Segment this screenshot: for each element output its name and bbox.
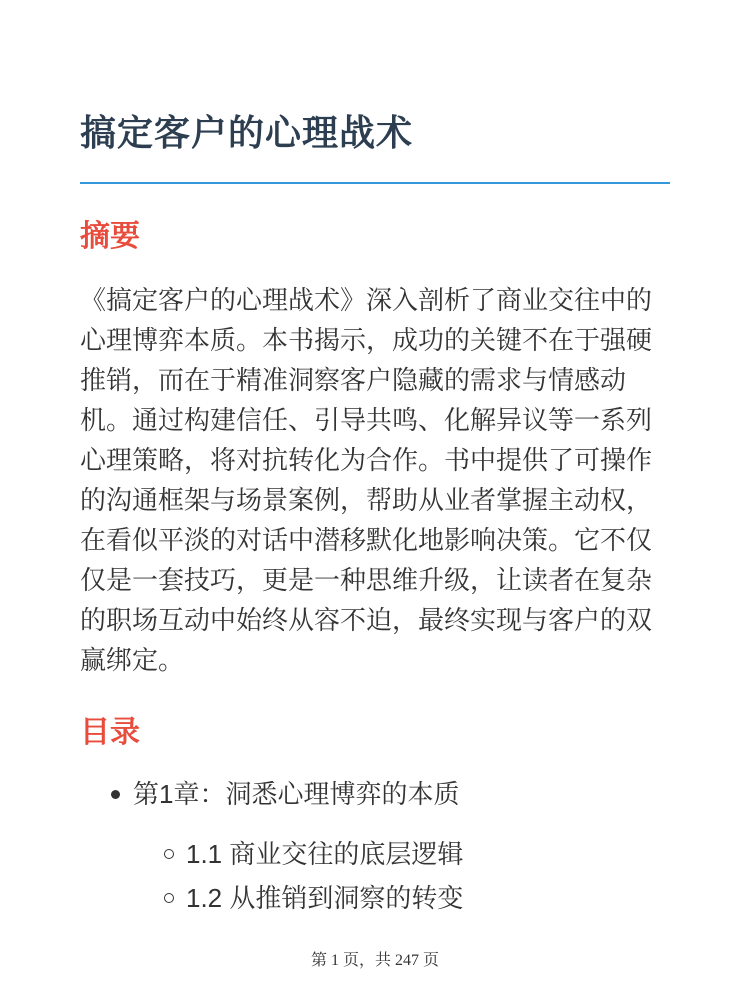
toc-chapter-label: 第1章：洞悉心理博弈的本质 xyxy=(133,779,460,809)
disc-bullet-icon xyxy=(111,774,133,814)
toc-section-label: 1.1 商业交往的底层逻辑 xyxy=(186,839,464,869)
circle-bullet-icon xyxy=(164,878,186,918)
toc-section-group xyxy=(80,834,670,918)
toc-chapter-item xyxy=(80,774,670,814)
toc-section-item xyxy=(80,878,670,918)
toc-list xyxy=(80,774,670,918)
toc-section-label: 1.2 从推销到洞察的转变 xyxy=(186,883,464,913)
circle-bullet-icon xyxy=(164,834,186,874)
page-footer: 第 1 页，共 247 页 xyxy=(310,952,439,969)
toc-heading: 目录 xyxy=(80,716,140,749)
abstract-text: 《搞定客户的心理战术》深入剖析了商业交往中的心理博弈本质。本书揭示，成功的关键不在于强硬推销，而在于精准洞察客户隐藏的需求与情感动机。通过构建信任、引导共鸣、化解异议等一系列心理策略，将对抗转化为合作。书中提供了可操作的沟通框架与场景案例，帮助从业者掌握主动权，在看似平淡的对话中潜移默化地影响决策。它不仅仅是一套技巧，更是一种思维升级，让读者在复杂的职场互动中始终从容不迫，最终实现与客户的双赢绑定。 xyxy=(80,285,653,675)
abstract-heading: 摘要 xyxy=(80,220,140,253)
page-title: 搞定客户的心理战术 xyxy=(80,112,414,153)
toc-section-item xyxy=(80,834,670,874)
toc-section-list xyxy=(80,834,670,918)
